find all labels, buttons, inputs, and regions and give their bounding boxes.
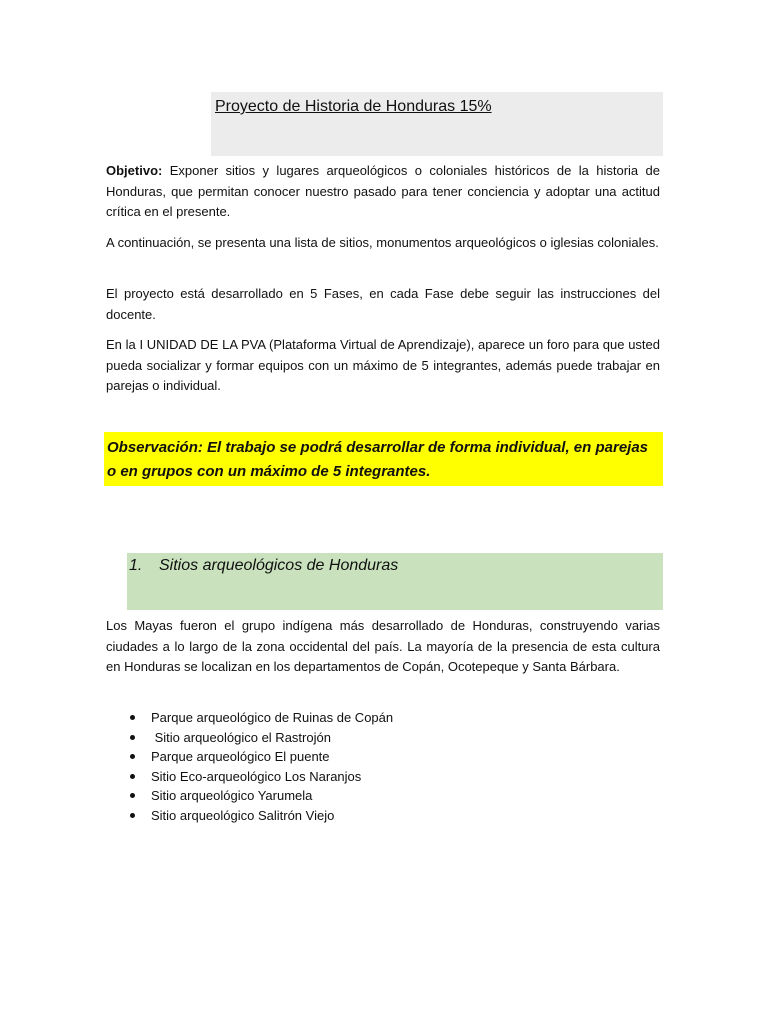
observation-text: Observación: El trabajo se podrá desarrollar de forma individual, en parejas o en grupos con un máximo de 5 integrantes. xyxy=(107,439,649,480)
section-1-header-box xyxy=(127,553,663,610)
bullet-icon xyxy=(130,735,135,740)
list-item: Parque arqueológico El puente xyxy=(128,747,393,767)
objective-paragraph xyxy=(106,161,660,223)
objective-label: Objetivo: xyxy=(106,163,163,178)
section-1-title: Sitios arqueológicos de Honduras xyxy=(159,557,399,574)
list-item: Sitio arqueológico el Rastrojón xyxy=(128,728,393,748)
list-item: Sitio Eco-arqueológico Los Naranjos xyxy=(128,767,393,787)
objective-text: Exponer sitios y lugares arqueológicos o coloniales históricos de la historia de Honduras, que permitan conocer nuestro pasado para tener conciencia y adoptar una actitud crítica en el presente. xyxy=(106,163,660,219)
section-1-intro: Los Mayas fueron el grupo indígena más desarrollado de Honduras, construyendo varias ciudades a lo largo de la zona occidental del país. La mayoría de la presencia de esta cultura en Honduras se localizan en los departamentos de Copán, Ocotepeque y Santa Bárbara. xyxy=(106,618,660,674)
observation-highlight xyxy=(104,432,663,486)
section-1-heading xyxy=(129,557,398,575)
intro-paragraph-1: A continuación, se presenta una lista de sitios, monumentos arqueológicos o iglesias coloniales. xyxy=(106,235,659,250)
bullet-icon xyxy=(130,774,135,779)
intro-paragraph-2: El proyecto está desarrollado en 5 Fases, en cada Fase debe seguir las instrucciones del docente. xyxy=(106,286,660,322)
section-1-number: 1. xyxy=(129,557,143,574)
bullet-icon xyxy=(130,793,135,798)
list-item: Sitio arqueológico Salitrón Viejo xyxy=(128,806,393,826)
list-item: Parque arqueológico de Ruinas de Copán xyxy=(128,708,393,728)
sites-list xyxy=(128,708,393,826)
title-box xyxy=(211,92,663,156)
list-item: Sitio arqueológico Yarumela xyxy=(128,786,393,806)
document-title: Proyecto de Historia de Honduras 15% xyxy=(215,98,492,115)
bullet-icon xyxy=(130,715,135,720)
intro-paragraph-3: En la I UNIDAD DE LA PVA (Plataforma Virtual de Aprendizaje), aparece un foro para que usted pueda socializar y formar equipos con un máximo de 5 integrantes, además puede trabajar en parejas o individual. xyxy=(106,337,660,393)
bullet-icon xyxy=(130,754,135,759)
bullet-icon xyxy=(130,813,135,818)
